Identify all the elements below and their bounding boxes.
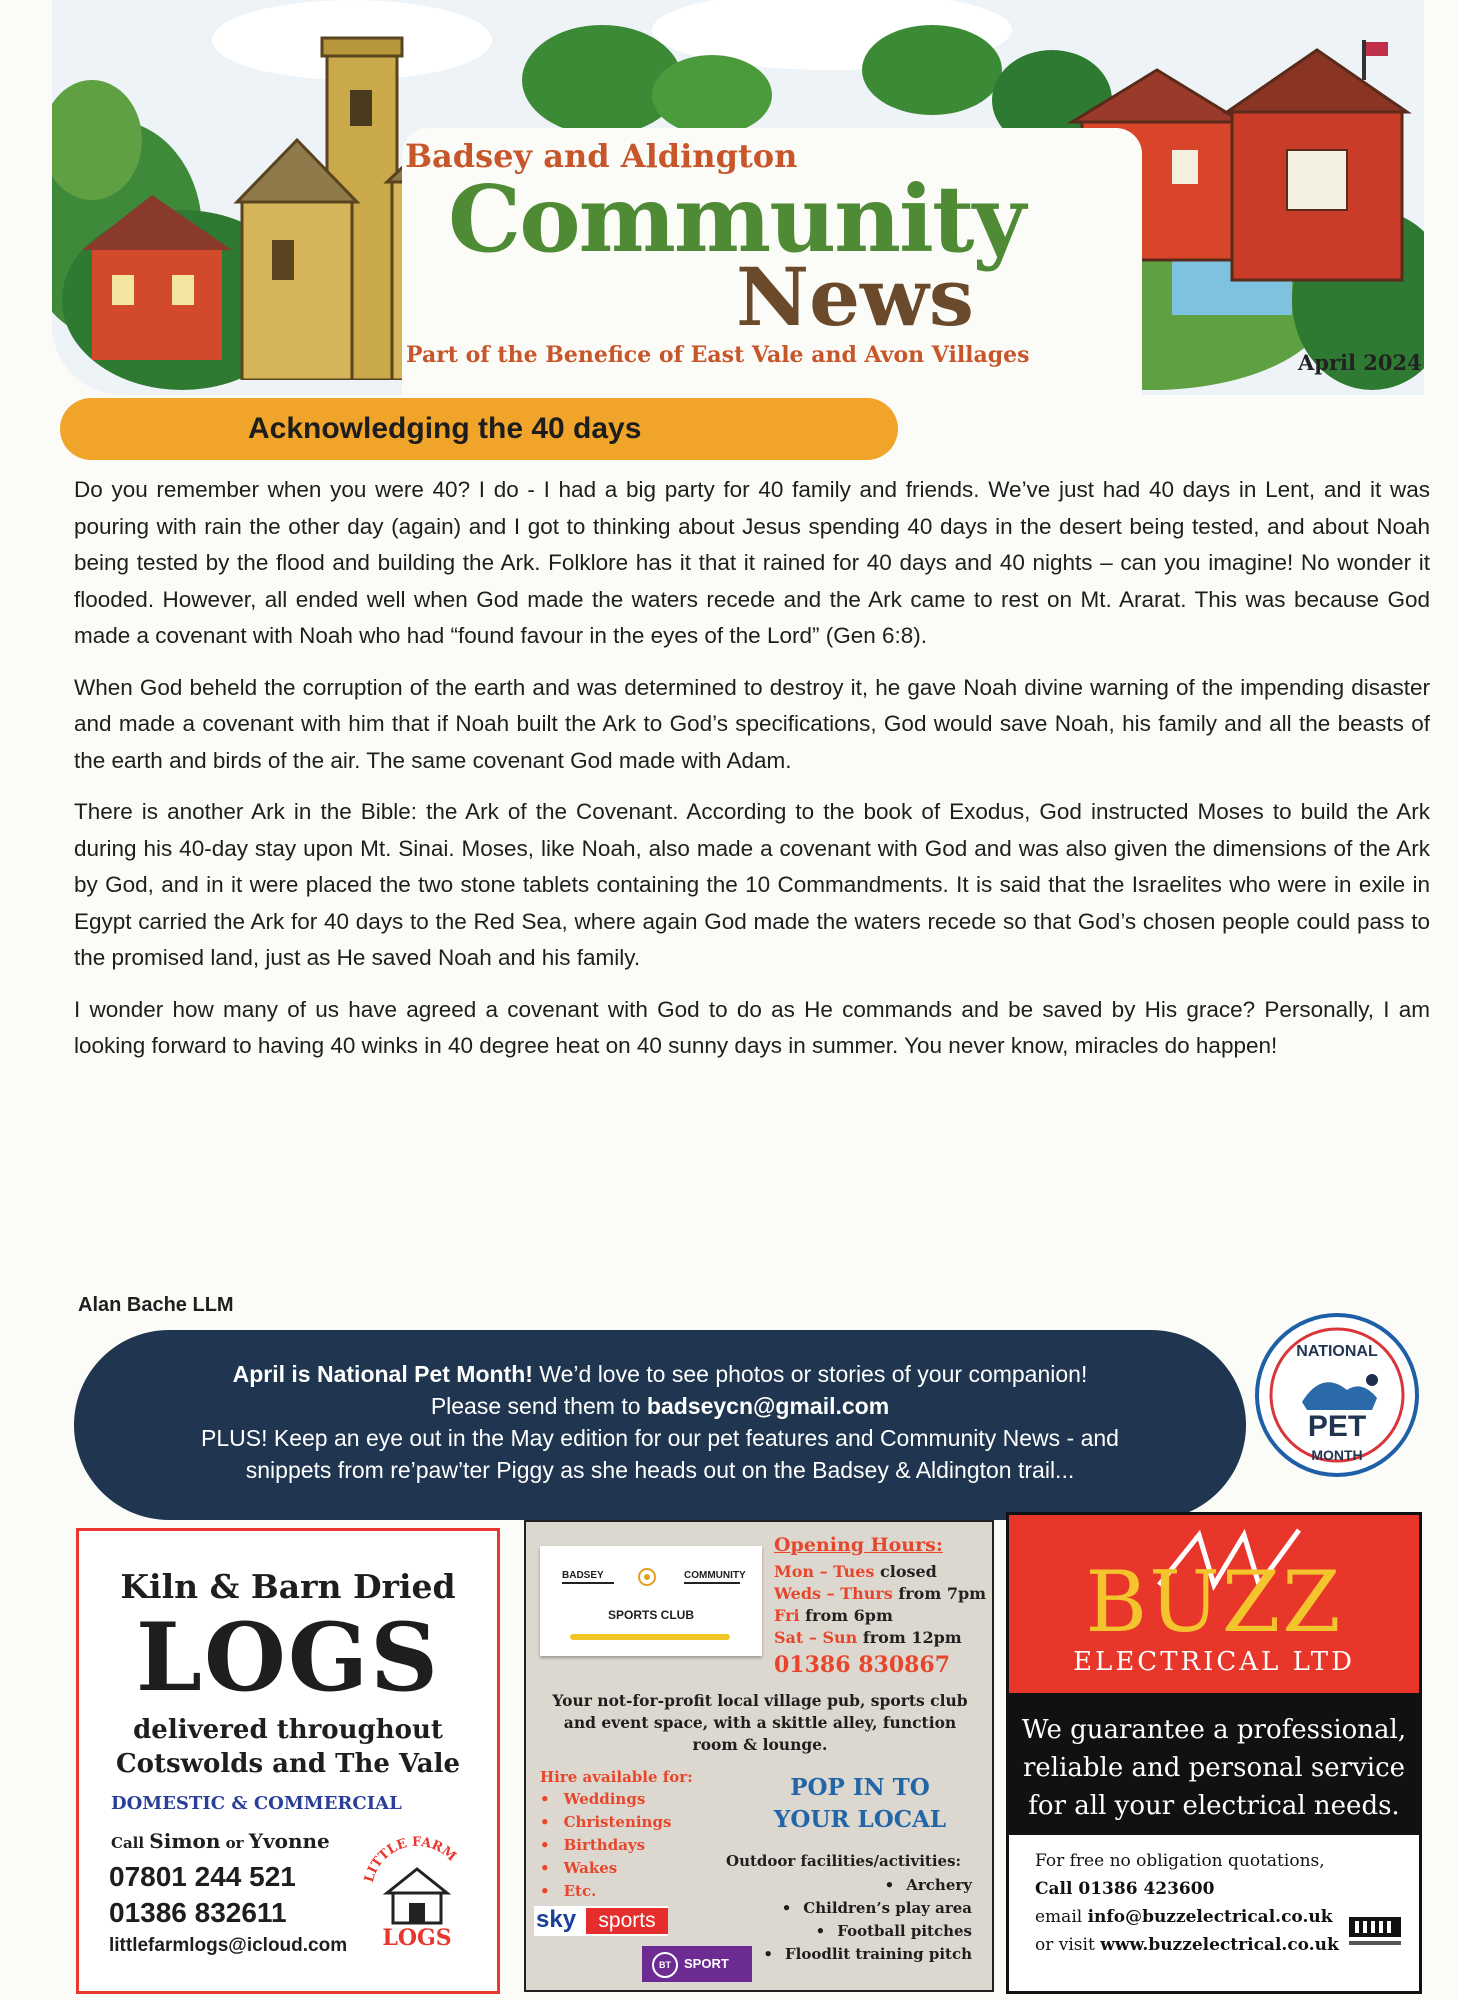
pet-banner-line-2: [74, 1390, 1246, 1422]
ad-little-farm-logs: [76, 1528, 500, 1994]
list-item: • Children’s play area: [763, 1897, 972, 1920]
masthead-title-news: News: [736, 250, 974, 344]
club-logo-card: [540, 1546, 762, 1656]
hire-title: Hire available for:: [540, 1768, 693, 1786]
article-paragraph: There is another Ark in the Bible: the Ark of the Covenant. According to the book of Exodus, God instructed Moses to build the Ark during his 40-day stay upon Mt. Sinai. Moses, like Noah, also made a covenant with God and was also given the dimensions of the Ark by God, and in it were placed the two stone tablets containing the 10 Commandments. It is said that the Israelites who were in exile in Egypt carried the Ark for 40 days to the Red Sea, where again God made the waters recede so that God’s chosen people could pass to the promised land, just as He saved Noah and his family.: [74, 799, 1430, 970]
club-phone[interactable]: 01386 830867: [774, 1652, 951, 1678]
pet-banner-email[interactable]: badseycn@gmail.com: [646, 1393, 890, 1419]
football-icon: [638, 1568, 656, 1586]
club-card-rule: [684, 1582, 740, 1584]
pet-banner-bold: April is National Pet Month!: [232, 1361, 533, 1387]
club-card-bottom: SPORTS CLUB: [607, 1608, 694, 1622]
pop-in-slogan: POP IN TO YOUR LOCAL: [773, 1774, 947, 1833]
little-farm-logs-badge: [357, 1831, 477, 1951]
buzz-email-line: email info@buzzelectrical.co.uk: [1035, 1907, 1333, 1927]
logs-call-or: or: [220, 1834, 249, 1852]
national-pet-month-logo: [1252, 1310, 1422, 1480]
logs-headline: Kiln & Barn Dried: [120, 1567, 456, 1606]
pet-banner-line-4: snippets from re’paw’ter Piggy as she heads out on the Badsey & Aldington trail...: [245, 1457, 1075, 1483]
logs-call-prefix: Call: [111, 1834, 150, 1852]
article-paragraph: Do you remember when you were 40? I do - I had a big party for 40 family and friends. We’ve just had 40 days in Lent, and it was pouring with rain the other day (again) and I got to thinking about Jesus spending 40 days in the desert being tested, and about Noah being tested by the flood and building the Ark. Folklore has it that it rained for 40 days and 40 nights – can you imagine! No wonder it flooded. However, all ended well when God made the waters recede and the Ark came to rest on Mt. Ararat. This was because God made a covenant with Noah who had “found favour in the eyes of the Lord” (Gen 6:8).: [74, 477, 1430, 648]
list-item: • Christenings: [540, 1811, 671, 1834]
pet-logo-mid: PET: [1307, 1410, 1367, 1443]
logs-phone-landline[interactable]: 01386 832611: [109, 1897, 287, 1928]
buzz-free-quote: For free no obligation quotations,: [1035, 1851, 1325, 1871]
list-item: • Archery: [763, 1874, 972, 1897]
article-paragraph: When God beheld the corruption of the earth and was determined to destroy it, he gave Noah divine warning of the impending disaster and made a covenant with him that if Noah built the Ark to God’s specifications, God would save Noah, his family and all the beasts of the earth and birds of the air. The same covenant God made with Adam.: [74, 674, 1430, 773]
outdoor-title: Outdoor facilities/activities:: [726, 1852, 962, 1870]
masthead-title-community: Community: [448, 165, 1024, 273]
pet-banner-line-1: [74, 1358, 1246, 1390]
buzz-tagline: We guarantee a professional, reliable and personal service for all your electrical needs.: [1009, 1693, 1419, 1835]
list-item: • Birthdays: [540, 1834, 671, 1857]
logs-title: LOGS: [135, 1603, 441, 1713]
sky-sports-logo: sky sports: [534, 1906, 668, 1936]
list-item: • Floodlit training pitch: [763, 1943, 972, 1966]
buzz-subtitle: ELECTRICAL LTD: [1073, 1647, 1355, 1677]
opening-hours-row: Weds – Thurs from 7pm: [774, 1584, 987, 1603]
club-description: Your not-for-profit local village pub, sports club and event space, with a skittle alley, function room & lounge.: [552, 1691, 968, 1754]
buzz-logo-area: [1009, 1515, 1419, 1693]
pet-month-banner: [74, 1330, 1246, 1520]
logs-call-name-2: Yvonne: [248, 1829, 330, 1853]
logs-category: DOMESTIC & COMMERCIAL: [111, 1793, 402, 1814]
club-card-right: COMMUNITY: [684, 1570, 746, 1581]
club-card-rule: [562, 1582, 614, 1584]
article-author: Alan Bache LLM: [78, 1294, 234, 1316]
pet-logo-bottom: MONTH: [1311, 1447, 1363, 1463]
bt-sport-logo: BT SPORT: [642, 1946, 752, 1982]
article-headline: Acknowledging the 40 days: [248, 412, 642, 445]
buzz-wordmark: BUZZ: [1085, 1553, 1343, 1651]
logs-call: [111, 1829, 330, 1853]
opening-hours-row: Fri from 6pm: [774, 1606, 893, 1625]
opening-hours-row: Sat – Sun from 12pm: [774, 1628, 962, 1647]
hire-list: [540, 1788, 671, 1903]
buzz-contact: [1035, 1847, 1339, 1959]
logs-email[interactable]: littlefarmlogs@icloud.com: [109, 1935, 348, 1956]
outdoor-list: [763, 1874, 972, 1966]
buzz-email[interactable]: info@buzzelectrical.co.uk: [1087, 1907, 1333, 1927]
opening-hours-title: Opening Hours:: [774, 1534, 943, 1556]
article-body: [74, 472, 1430, 1080]
niceic-badge-icon: [1347, 1913, 1403, 1951]
badge-bottom-text: LOGS: [382, 1925, 452, 1951]
club-card-left: BADSEY: [562, 1570, 604, 1581]
logs-call-name: Simon: [149, 1829, 221, 1853]
buzz-phone[interactable]: Call 01386 423600: [1035, 1879, 1215, 1899]
list-item: • Weddings: [540, 1788, 671, 1811]
masthead-village: Badsey and Aldington: [405, 137, 798, 175]
badge-top-text: LITTLE FARM: [361, 1834, 459, 1885]
list-item: • Etc.: [540, 1880, 671, 1903]
logs-phone-mobile[interactable]: 07801 244 521: [109, 1861, 296, 1892]
pet-logo-top: NATIONAL: [1296, 1343, 1378, 1360]
logs-delivery-2: Cotswolds and The Vale: [115, 1749, 461, 1779]
list-item: • Football pitches: [763, 1920, 972, 1943]
ad-badsey-sports-club: [524, 1520, 994, 1992]
issue-date: April 2024: [1298, 350, 1422, 375]
buzz-website[interactable]: www.buzzelectrical.co.uk: [1100, 1935, 1339, 1955]
pet-banner-text: Please send them to: [430, 1393, 647, 1419]
list-item: • Wakes: [540, 1857, 671, 1880]
article-paragraph: I wonder how many of us have agreed a covenant with God to do as He commands and be saved by His grace? Personally, I am looking forward to having 40 winks in 40 degree heat on 40 sunny days in summer. You never know, miracles do happen!: [74, 996, 1430, 1058]
buzz-web-line: or visit www.buzzelectrical.co.uk: [1035, 1935, 1339, 1955]
ad-buzz-electrical: [1006, 1512, 1422, 1994]
logs-delivery-1: delivered throughout: [133, 1715, 443, 1745]
masthead-benefice: Part of the Benefice of East Vale and Avon Villages: [406, 342, 1030, 368]
club-card-underline: [570, 1634, 730, 1640]
pet-banner-text: We’d love to see photos or stories of your companion!: [532, 1361, 1088, 1387]
opening-hours-row: Mon – Tues closed: [774, 1562, 937, 1581]
pet-banner-line-3: PLUS! Keep an eye out in the May edition for our pet features and Community News - and: [201, 1425, 1119, 1451]
